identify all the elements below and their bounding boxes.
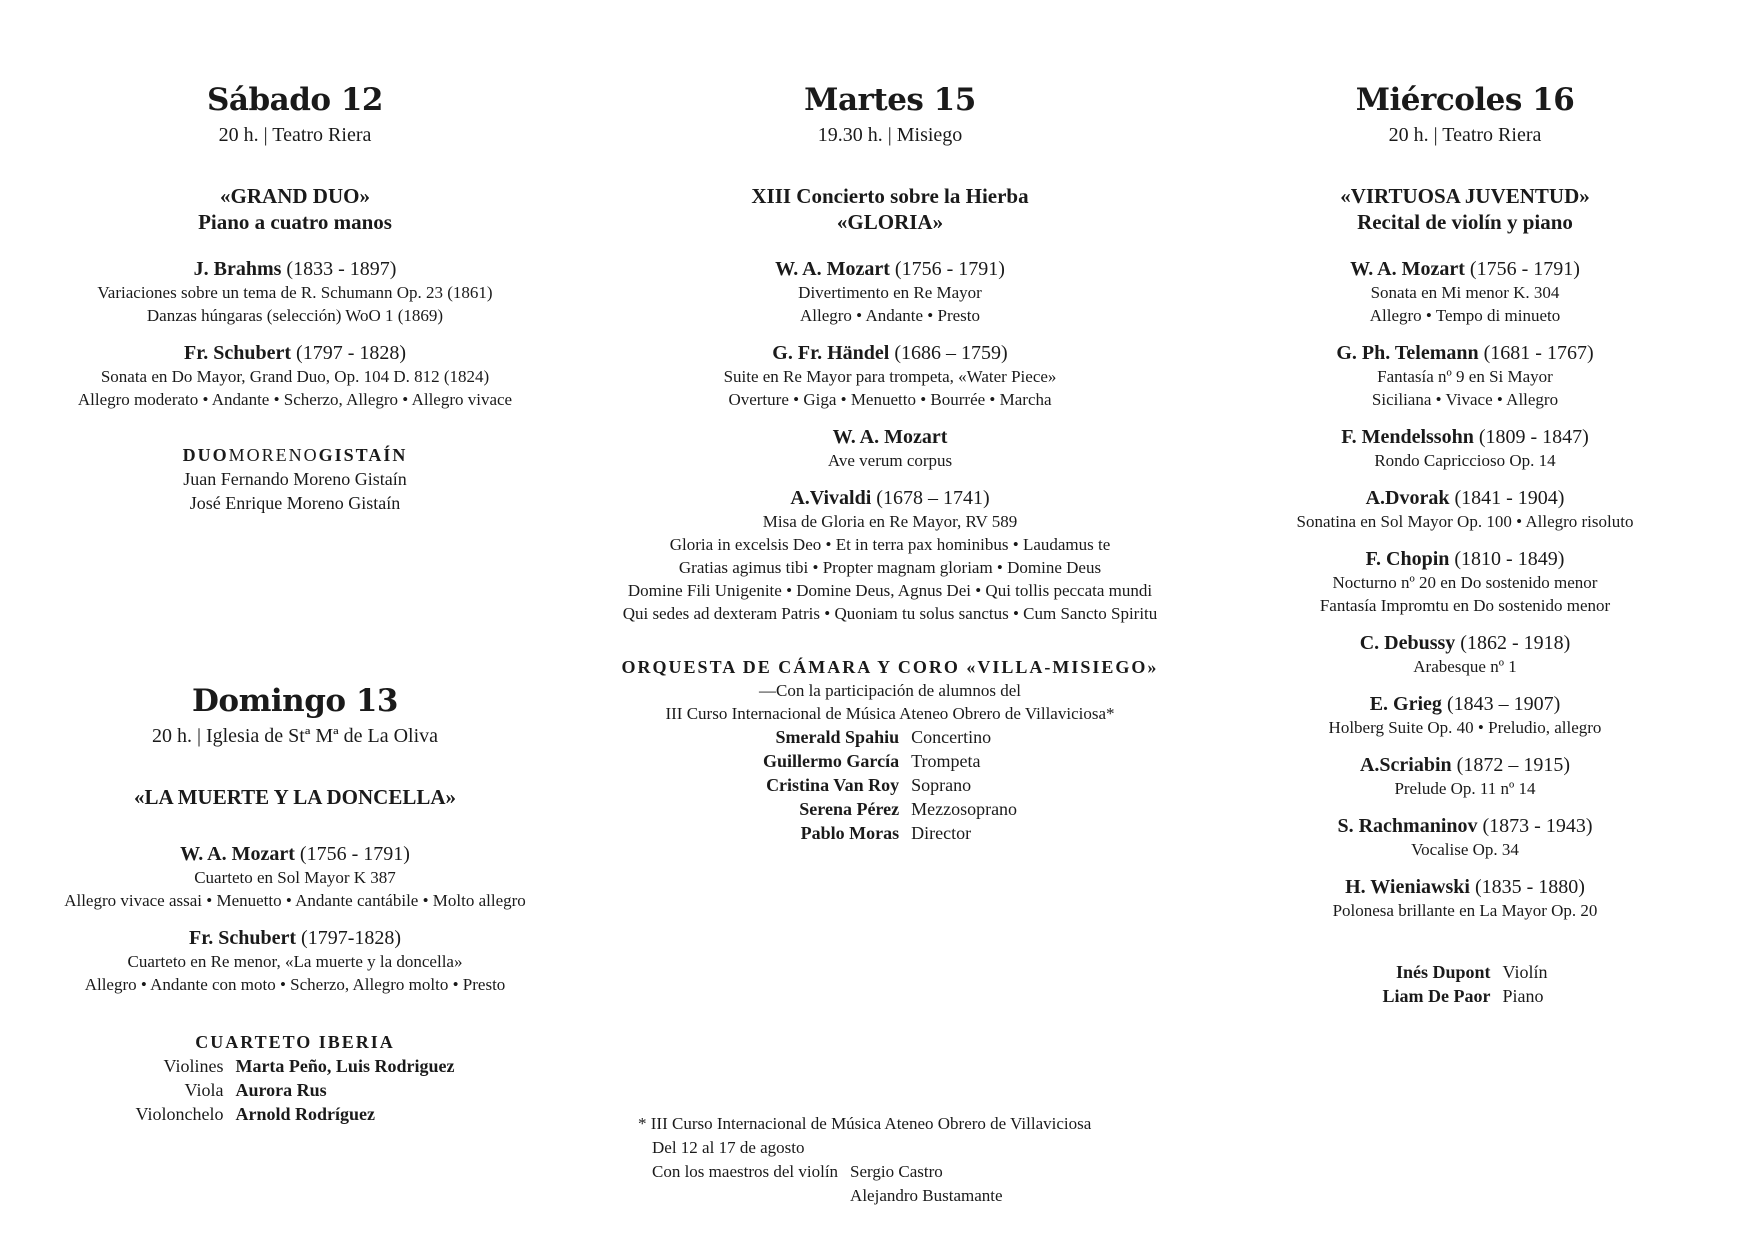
- instrument: Viola: [184, 1080, 224, 1101]
- performer-table: [763, 725, 1017, 845]
- wednesday-column: [1200, 0, 1730, 1008]
- composer-dates: (1843 – 1907): [1446, 693, 1561, 716]
- instrument: Violonchelo: [135, 1104, 224, 1125]
- work-line: Divertimento en Re Mayor: [798, 283, 982, 303]
- composer-dates: (1862 - 1918): [1460, 632, 1571, 655]
- concert-title: «LA MUERTE Y LA DONCELLA»: [133, 785, 457, 810]
- performer-row: [763, 821, 1017, 845]
- work-line: Fantasía nº 9 en Si Mayor: [1377, 367, 1553, 387]
- composer-dates: (1686 – 1759): [894, 342, 1008, 365]
- composer-dates: (1797 - 1828): [296, 342, 407, 365]
- work: [1200, 341, 1730, 411]
- concert-title: «VIRTUOSA JUVENTUD»: [1340, 184, 1590, 209]
- work-line: Fantasía Impromtu en Do sostenido menor: [1319, 596, 1611, 616]
- work-line: Rondo Capriccioso Op. 14: [1374, 451, 1556, 471]
- footnote-line: * III Curso Internacional de Música Ateneo Obrero de Villaviciosa: [638, 1114, 1092, 1133]
- performer-table: [136, 1054, 455, 1126]
- footnote: [638, 1112, 1118, 1208]
- concert-subtitle: «GLORIA»: [836, 210, 944, 235]
- venue-line: 20 h. | Teatro Riera: [1388, 124, 1542, 147]
- composer-dates: (1872 – 1915): [1456, 754, 1570, 777]
- day-heading: Miércoles 16: [1355, 82, 1575, 118]
- composer-dates: (1841 - 1904): [1454, 487, 1565, 510]
- work-line: Domine Fili Unigenite • Domine Deus, Agnus Dei • Qui tollis peccata mundi: [627, 581, 1153, 601]
- composer-name: Fr. Schubert: [183, 342, 292, 365]
- work: [600, 486, 1180, 625]
- day-heading: Sábado 12: [206, 82, 384, 118]
- participation-note: III Curso Internacional de Música Ateneo Obrero de Villaviciosa*: [665, 704, 1115, 724]
- venue-line: 20 h. | Teatro Riera: [218, 124, 372, 147]
- performer-row: [1383, 960, 1548, 984]
- venue-line: 20 h. | Iglesia de Stª Mª de La Oliva: [151, 725, 439, 748]
- tuesday-column: [600, 0, 1180, 845]
- work-line: Qui sedes ad dexteram Patris • Quoniam tu solus sanctus • Cum Sancto Spiritu: [622, 604, 1158, 624]
- sunday-column: [20, 683, 570, 1126]
- composer-name: A.Scriabin: [1359, 754, 1452, 777]
- concert-subtitle: Recital de violín y piano: [1357, 210, 1573, 235]
- work-line: Polonesa brillante en La Mayor Op. 20: [1332, 901, 1598, 921]
- work-line: Holberg Suite Op. 40 • Preludio, allegro: [1328, 718, 1602, 738]
- work-line: Allegro vivace assai • Menuetto • Andante cantábile • Molto allegro: [64, 891, 526, 911]
- performer-name: Liam De Paor: [1382, 986, 1491, 1007]
- work: [1200, 547, 1730, 617]
- concert-title: «GRAND DUO»: [220, 184, 370, 209]
- teachers-table: [652, 1160, 1003, 1208]
- concert-title: XIII Concierto sobre la Hierba: [751, 184, 1029, 209]
- performer-role: Director: [911, 823, 972, 844]
- performer-role: Violín: [1502, 962, 1548, 983]
- composer-dates: (1833 - 1897): [286, 258, 397, 281]
- performer-row: [763, 749, 1017, 773]
- performer-role: Mezzosoprano: [911, 799, 1018, 820]
- work-line: Suite en Re Mayor para trompeta, «Water Piece»: [723, 367, 1057, 387]
- work: [1200, 814, 1730, 861]
- work: [600, 341, 1180, 411]
- work: [1200, 875, 1730, 922]
- work-line: Cuarteto en Sol Mayor K 387: [194, 868, 396, 888]
- work: [1200, 753, 1730, 800]
- work: [20, 257, 570, 327]
- day-heading: Domingo 13: [192, 683, 398, 719]
- composer-name: G. Ph. Telemann: [1336, 342, 1479, 365]
- composer-dates: (1756 - 1791): [894, 258, 1005, 281]
- work-line: Danzas húngaras (selección) WoO 1 (1869): [146, 306, 444, 326]
- work-line: Allegro moderato • Andante • Scherzo, Allegro • Allegro vivace: [77, 390, 513, 410]
- composer-name: F. Chopin: [1365, 548, 1450, 571]
- work: [1200, 486, 1730, 533]
- ensemble-part: GISTAÍN: [318, 445, 408, 466]
- performer-role: Trompeta: [911, 751, 981, 772]
- composer-name: Fr. Schubert: [188, 927, 297, 950]
- work-line: Ave verum corpus: [827, 451, 953, 471]
- performer-name: Pablo Moras: [800, 823, 900, 844]
- work-line: Vocalise Op. 34: [1411, 840, 1519, 860]
- performer-role: Soprano: [911, 775, 972, 796]
- performer-row: [1383, 984, 1548, 1008]
- participation-note: —Con la participación de alumnos del: [758, 681, 1021, 701]
- work-line: Siciliana • Vivace • Allegro: [1371, 390, 1559, 410]
- performer-table: [1383, 960, 1548, 1008]
- work: [1200, 692, 1730, 739]
- work-line: Misa de Gloria en Re Mayor, RV 589: [762, 512, 1018, 532]
- composer-name: S. Rachmaninov: [1337, 815, 1478, 838]
- performer-row: [763, 797, 1017, 821]
- work-line: Sonata en Do Mayor, Grand Duo, Op. 104 D. 812 (1824): [100, 367, 490, 387]
- composer-name: J. Brahms: [193, 258, 282, 281]
- composer-name: E. Grieg: [1369, 693, 1442, 716]
- work-line: Gratias agimus tibi • Propter magnam gloriam • Domine Deus: [678, 558, 1102, 578]
- performer-name: Serena Pérez: [799, 799, 900, 820]
- composer-name: F. Mendelssohn: [1341, 426, 1474, 449]
- composer-dates: (1678 – 1741): [876, 487, 990, 510]
- performer: Juan Fernando Moreno Gistaín: [183, 469, 407, 490]
- work-line: Sonatina en Sol Mayor Op. 100 • Allegro risoluto: [1296, 512, 1634, 532]
- concert-subtitle: Piano a cuatro manos: [198, 210, 392, 235]
- ensemble-part: MORENO: [228, 445, 319, 466]
- composer-dates: (1873 - 1943): [1482, 815, 1593, 838]
- composer-dates: (1756 - 1791): [1469, 258, 1580, 281]
- composer-name: A.Dvorak: [1365, 487, 1450, 510]
- composer-dates: (1681 - 1767): [1483, 342, 1594, 365]
- work: [1200, 257, 1730, 327]
- composer-dates: (1810 - 1849): [1454, 548, 1565, 571]
- work: [20, 341, 570, 411]
- performer-row: [763, 773, 1017, 797]
- work: [1200, 425, 1730, 472]
- work-line: Allegro • Andante • Presto: [800, 306, 980, 326]
- performer-row: [136, 1102, 455, 1126]
- performer: José Enrique Moreno Gistaín: [189, 493, 401, 514]
- performer-role: Concertino: [911, 727, 992, 748]
- performer-name: Cristina Van Roy: [766, 775, 900, 796]
- work-line: Variaciones sobre un tema de R. Schumann Op. 23 (1861): [97, 283, 493, 303]
- work-line: Overture • Giga • Menuetto • Bourrée • Marcha: [728, 390, 1052, 410]
- footnote-line: Del 12 al 17 de agosto: [652, 1138, 805, 1157]
- performer-role: Piano: [1502, 986, 1544, 1007]
- composer-dates: (1809 - 1847): [1478, 426, 1589, 449]
- composer-dates: (1756 - 1791): [299, 843, 410, 866]
- composer-dates: (1835 - 1880): [1474, 876, 1585, 899]
- performer-name: Marta Peño, Luis Rodriguez: [235, 1056, 455, 1077]
- performer-row: [136, 1054, 455, 1078]
- teacher-name: Sergio Castro: [850, 1162, 943, 1181]
- ensemble-name: [20, 443, 570, 467]
- ensemble-part: DUO: [182, 445, 229, 466]
- work: [1200, 631, 1730, 678]
- performer-name: Aurora Rus: [235, 1080, 327, 1101]
- ensemble-name: CUARTETO IBERIA: [195, 1032, 395, 1053]
- composer-name: W. A. Mozart: [775, 258, 890, 281]
- work-line: Allegro • Andante con moto • Scherzo, Allegro molto • Presto: [84, 975, 506, 995]
- venue-line: 19.30 h. | Misiego: [817, 124, 963, 147]
- performer-name: Inés Dupont: [1395, 962, 1491, 983]
- teachers-label: Con los maestros del violín: [652, 1162, 839, 1181]
- ensemble-name: ORQUESTA DE CÁMARA Y CORO «VILLA-MISIEGO»: [621, 657, 1159, 678]
- performer-row: [136, 1078, 455, 1102]
- composer-name: G. Fr. Händel: [772, 342, 890, 365]
- work-line: Gloria in excelsis Deo • Et in terra pax hominibus • Laudamus te: [669, 535, 1111, 555]
- work-line: Sonata en Mi menor K. 304: [1370, 283, 1560, 303]
- work-line: Prelude Op. 11 nº 14: [1394, 779, 1536, 799]
- performer-name: Guillermo García: [762, 751, 900, 772]
- work-line: Nocturno nº 20 en Do sostenido menor: [1332, 573, 1598, 593]
- composer-name: H. Wieniawski: [1345, 876, 1470, 899]
- saturday-column: [20, 0, 570, 515]
- performer-row: [763, 725, 1017, 749]
- composer-dates: (1797-1828): [301, 927, 402, 950]
- work-line: Cuarteto en Re menor, «La muerte y la doncella»: [127, 952, 463, 972]
- composer-name: W. A. Mozart: [1350, 258, 1465, 281]
- work: [20, 842, 570, 912]
- performer-name: Smerald Spahiu: [775, 727, 900, 748]
- instrument: Violines: [163, 1056, 224, 1077]
- work-line: Arabesque nº 1: [1413, 657, 1517, 677]
- work: [600, 425, 1180, 472]
- composer-name: C. Debussy: [1359, 632, 1456, 655]
- composer-name: A.Vivaldi: [790, 487, 872, 510]
- composer-name: W. A. Mozart: [180, 843, 295, 866]
- work: [20, 926, 570, 996]
- work: [600, 257, 1180, 327]
- teacher-name: Alejandro Bustamante: [850, 1186, 1003, 1205]
- performer-name: Arnold Rodríguez: [235, 1104, 375, 1125]
- composer-name: W. A. Mozart: [832, 426, 948, 449]
- work-line: Allegro • Tempo di minueto: [1369, 306, 1561, 326]
- day-heading: Martes 15: [804, 82, 976, 118]
